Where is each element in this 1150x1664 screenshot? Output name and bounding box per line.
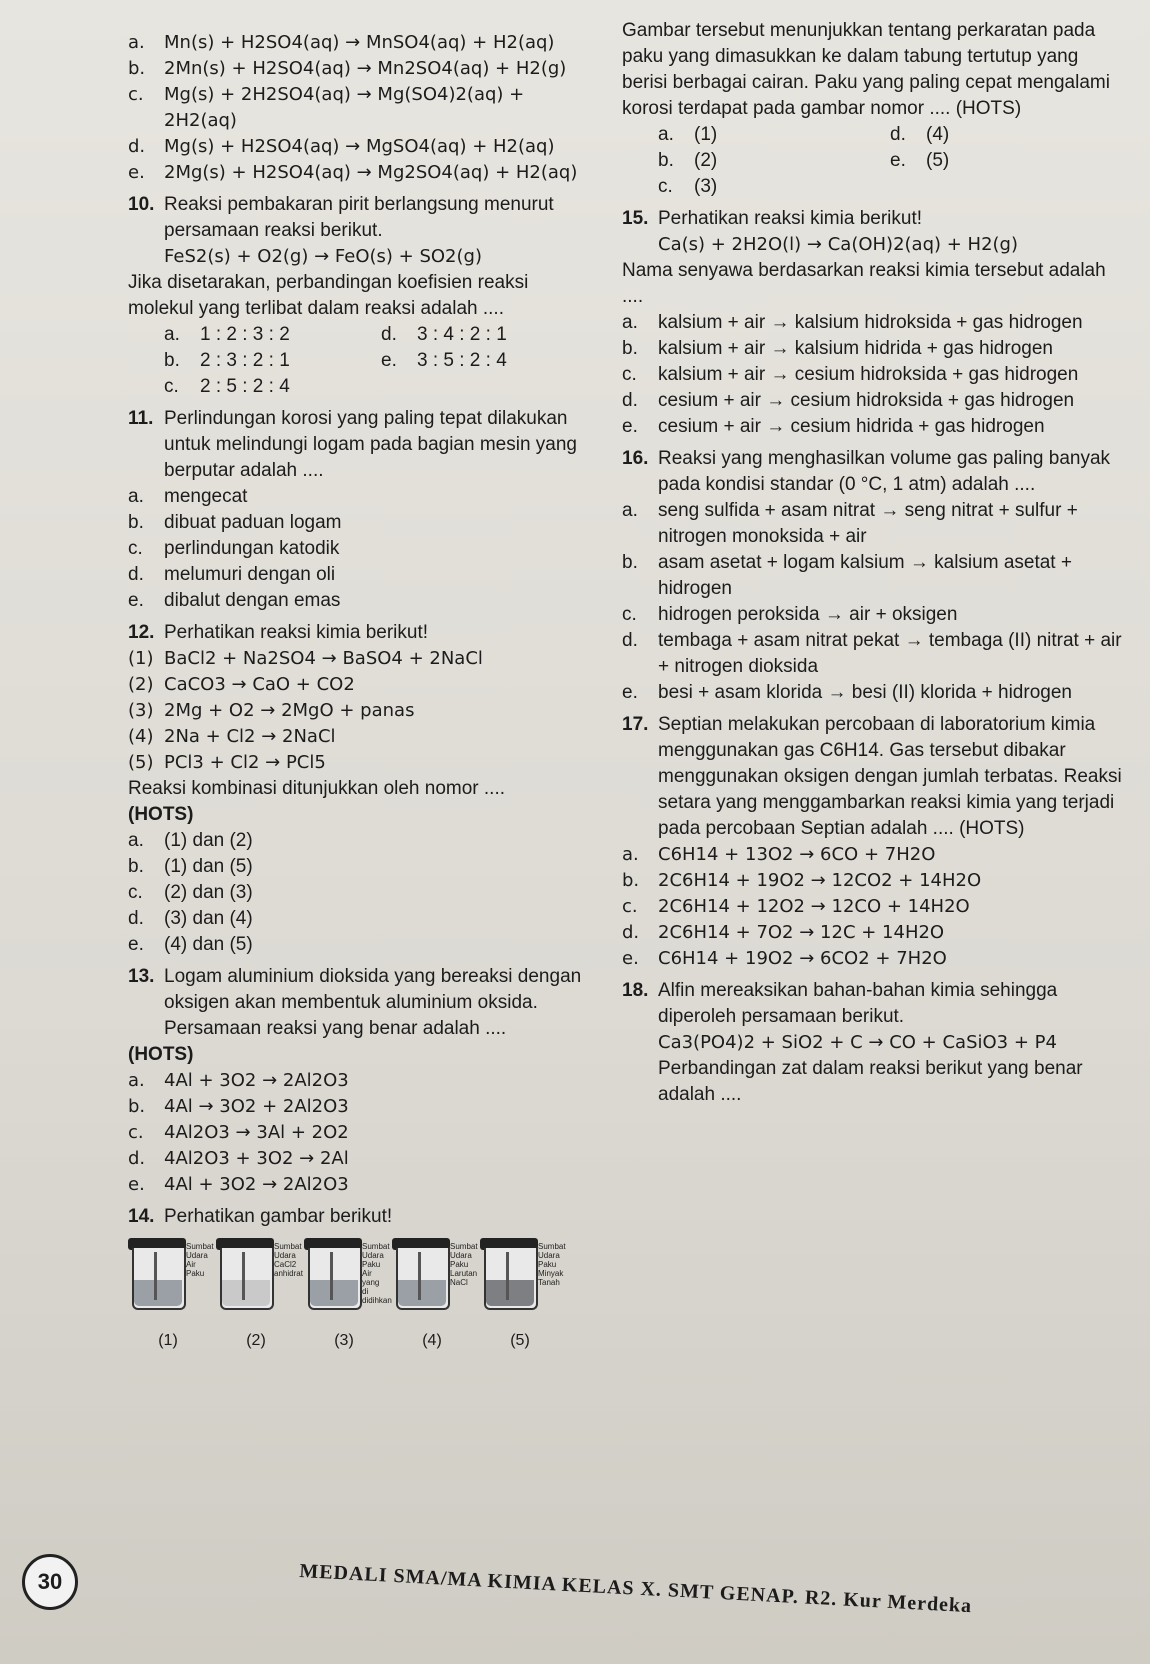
- question-10: 10. Reaksi pembakaran pirit berlangsung menurut persamaan reaksi berikut. FeS2(s) + O2(g) → FeO(s) + SO2(g) Jika disetarakan, perbandingan koefisien reaksi molekul yang terlibat dalam reaksi adalah .... a. 1 : 2 : 3 : 2 d. 3 : 4 : 2 : 1 b. 2 : 3 : 2 : 1 e. 3 : 5 : 2 : 4 c. 2 : 5 : 2 : 4: [128, 194, 554, 397]
- question-15: 15. Perhatikan reaksi kimia berikut! Ca(s) + 2H2O(l) → Ca(OH)2(aq) + H2(g) Nama senyawa berdasarkan reaksi kimia tersebut adalah .... a. kalsium + air → kalsium hidroksida + gas hidrogen b. kalsium + air → kalsium hidrida + gas hidrogen c. kalsium + air → cesium hidroksida + gas hidrogen d. cesium + air → cesium hidroksida + gas hidrogen e. cesium + air → cesium hidrida + gas hidrogen: [622, 208, 1106, 437]
- question-18: 18. Alfin mereaksikan bahan-bahan kimia sehingga diperoleh persamaan berikut. Ca3(PO4)2 + SiO2 + C → CO + CaSiO3 + P4 Perbandingan zat dalam reaksi berikut yang benar adalah ....: [622, 980, 1083, 1105]
- question-17: 17. Septian melakukan percobaan di laboratorium kimia menggunakan gas C6H14. Gas tersebut dibakar menggunakan oksigen dengan jumlah terbatas. Reaksi setara yang menggambarkan reaksi kimia yang terjadi pada percobaan Septian adalah .... (HOTS) a. C6H14 + 13O2 → 6CO + 7H2O b. 2C6H14 + 19O2 → 12CO2 + 14H2O c. 2C6H14 + 12O2 → 12CO + 14H2O d. 2C6H14 + 7O2 → 12C + 14H2O e. C6H14 + 19O2 → 6CO2 + 7H2O: [622, 714, 1122, 969]
- nail-icon: [330, 1252, 333, 1300]
- page-number: 30: [22, 1554, 78, 1610]
- beaker-3: Sumbat Udara Paku Air yang di didihkan: [304, 1238, 384, 1316]
- beaker-2: Sumbat Udara CaCl2 anhidrat: [216, 1238, 296, 1316]
- beaker-4: Sumbat Udara Paku Larutan NaCl: [392, 1238, 472, 1316]
- beaker-5: Sumbat Udara Paku Minyak Tanah: [480, 1238, 560, 1316]
- nail-icon: [418, 1252, 421, 1300]
- left-column: [128, 30, 598, 1354]
- question-13: 13. Logam aluminium dioksida yang bereaksi dengan oksigen akan membentuk aluminium oksida. Persamaan reaksi yang benar adalah .... (HOTS) a. 4Al + 3O2 → 2Al2O3 b. 4Al → 3O2 + 2Al2O3 c. 4Al2O3 → 3Al + 2O2 d. 4Al2O3 + 3O2 → 2Al e. 4Al + 3O2 → 2Al2O3: [128, 966, 582, 1195]
- nail-icon: [242, 1252, 245, 1300]
- book-title: MEDALI SMA/MA KIMIA KELAS X. SMT GENAP. R2. Kur Merdeka: [298, 1560, 973, 1618]
- question-11: 11. Perlindungan korosi yang paling tepat dilakukan untuk melindungi logam pada bagian mesin yang berputar adalah .... a. mengecat b. dibuat paduan logam c. perlindungan katodik d. melumuri dengan oli e. dibalut dengan emas: [128, 408, 577, 611]
- nail-icon: [154, 1252, 157, 1300]
- figure-numbers: (1) (2) (3) (4) (5): [158, 1332, 530, 1349]
- question-12: 12. Perhatikan reaksi kimia berikut! (1) BaCl2 + Na2SO4 → BaSO4 + 2NaCl (2) CaCO3 → CaO + CO2 (3) 2Mg + O2 → 2MgO + panas (4) 2Na + Cl2 → 2NaCl (5) PCl3 + Cl2 → PCl5 Reaksi kombinasi ditunjukkan oleh nomor .... (HOTS) a. (1) dan (2) b. (1) dan (5) c. (2) dan (3) d. (3) dan (4) e. (4) dan (5): [128, 622, 506, 955]
- question-14: 14. Perhatikan gambar berikut! Sumbat Udara Air Paku Sumbat Udara CaCl2 anhidrat Sumbat Udara Paku Air yang di didihkan Sumbat Udara Paku Larutan NaCl Sumbat Udara Paku Minyak Tanah (1) (2) (3) (4) (5): [128, 1204, 598, 1354]
- q9-options: a. Mn(s) + H2SO4(aq) → MnSO4(aq) + H2(aq) b. 2Mn(s) + H2SO4(aq) → Mn2SO4(aq) + H2(g) c. Mg(s) + 2H2SO4(aq) → Mg(SO4)2(aq) + 2H2(aq) d. Mg(s) + H2SO4(aq) → MgSO4(aq) + H2(aq) e. 2Mg(s) + H2SO4(aq) → Mg2SO4(aq) + H2(aq): [128, 32, 578, 183]
- right-column: [622, 18, 1122, 1108]
- beaker-1: Sumbat Udara Air Paku: [128, 1238, 208, 1316]
- question-14-continued: Gambar tersebut menunjukkan tentang perkaratan pada paku yang dimasukkan ke dalam tabung tertutup yang berisi berbagai cairan. Paku yang paling cepat mengalami korosi terdapat pada gambar nomor .... (HOTS) a. (1) d. (4) b. (2) e. (5) c. (3): [622, 20, 1110, 197]
- page-footer: [0, 1540, 1150, 1664]
- nail-icon: [506, 1252, 509, 1300]
- corrosion-figure: [128, 1238, 598, 1328]
- question-16: 16. Reaksi yang menghasilkan volume gas paling banyak pada kondisi standar (0 °C, 1 atm) adalah .... a. seng sulfida + asam nitrat → seng nitrat + sulfur + nitrogen monoksida + air b. asam asetat + logam kalsium → kalsium asetat + hidrogen c. hidrogen peroksida → air + oksigen d. tembaga + asam nitrat pekat → tembaga (II) nitrat + air + nitrogen dioksida e. besi + asam klorida → besi (II) klorida + hidrogen: [622, 448, 1122, 703]
